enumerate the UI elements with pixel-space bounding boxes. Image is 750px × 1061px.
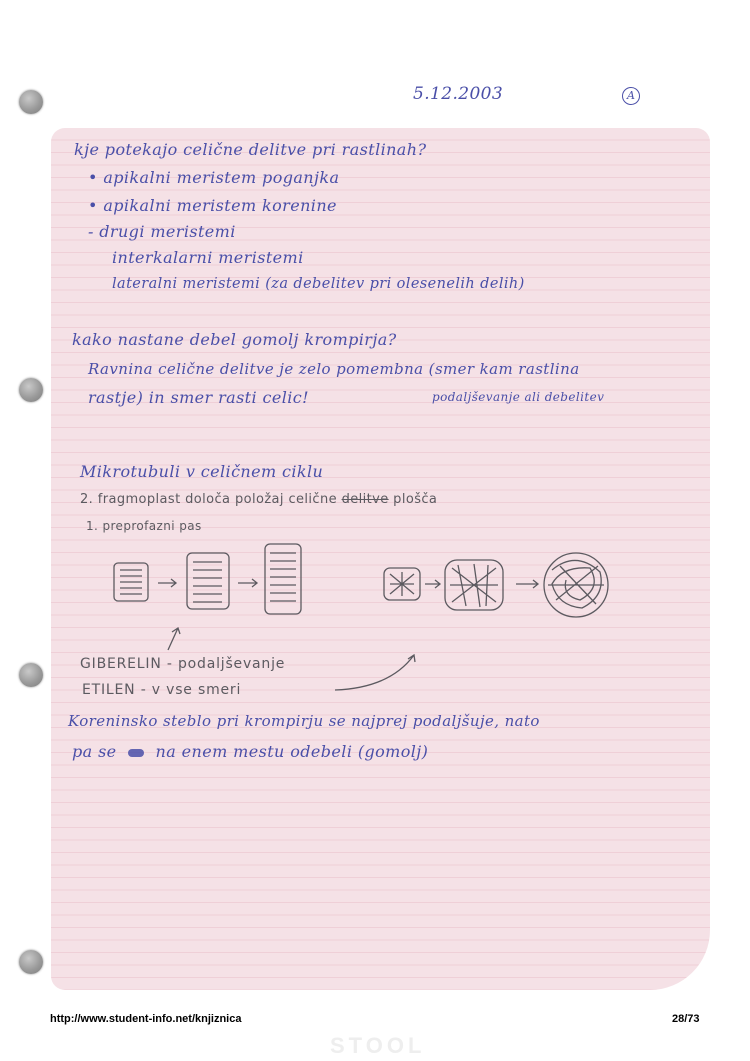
cell-sketch [265,544,301,614]
date: 5.12.2003 [413,84,504,104]
note-line: rastje) in smer rasti celic! [88,388,309,407]
arrow [158,579,176,587]
note-line: Koreninsko steblo pri krompirju se najprej podaljšuje, nato [68,712,540,730]
note-line: interkalarni meristemi [112,248,304,267]
note-line: - drugi meristemi [88,222,236,241]
arrow [425,580,440,588]
page-mark-circle: A [622,87,640,105]
arrow [335,655,415,690]
note-text: 2. fragmoplast določa položaj celične [80,492,338,507]
note-line: 1. preprofazni pas [86,519,202,533]
note-line: GIBERELIN - podaljševanje [80,656,286,672]
note-line: • apikalni meristem korenine [88,196,337,215]
note-line: • apikalni meristem poganjka [88,168,340,187]
struck-word: delitve [341,492,389,507]
note-text: na enem mestu odebeli (gomolj) [155,742,429,761]
note-line: kako nastane debel gomolj krompirja? [72,330,397,349]
note-text: plošča [393,492,438,507]
arrow [168,628,180,650]
section-heading: Mikrotubuli v celičnem ciklu [80,462,324,481]
note-line: kje potekajo celične delitve pri rastlinah? [74,140,427,159]
page-number: 28/73 [672,1013,700,1025]
arrow [516,580,538,588]
watermark: STOOL [330,1033,426,1058]
source-url: http://www.student-info.net/knjiznica [50,1013,242,1025]
note-line: lateralni meristemi (za debelitev pri olesenelih delih) [112,276,525,292]
note-line: Ravnina celične delitve je zelo pomembna (smer kam rastlina [88,360,580,378]
arrow [238,579,257,587]
note-text: pa se [72,742,117,761]
note-annotation: podaljševanje ali debelitev [432,390,605,404]
note-line: ETILEN - v vse smeri [82,682,242,698]
